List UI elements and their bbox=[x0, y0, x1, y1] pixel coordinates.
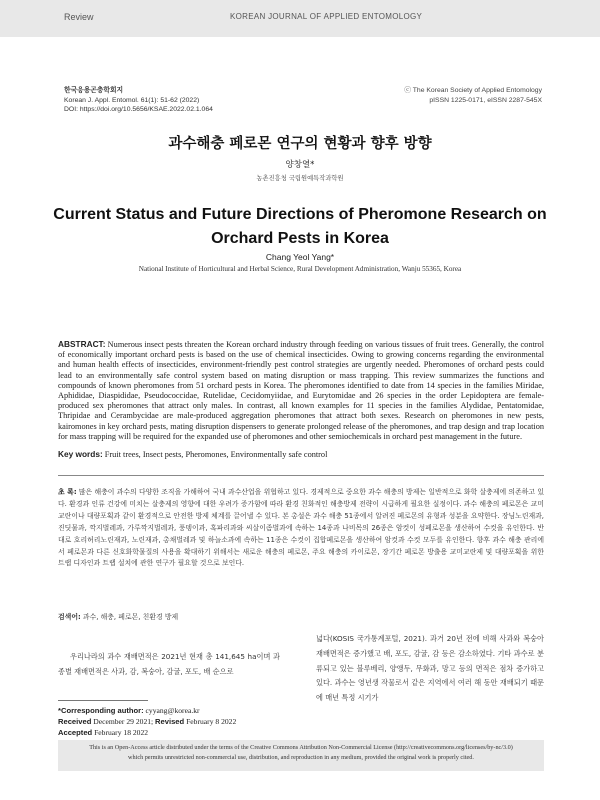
received-date: December 29 2021; bbox=[91, 717, 156, 726]
received-label: Received bbox=[58, 717, 92, 726]
keywords-label: Key words: bbox=[58, 449, 103, 459]
license-notice bbox=[58, 740, 544, 771]
keywords-english bbox=[58, 449, 544, 459]
copyright-line: ⓒ The Korean Society of Applied Entomology bbox=[404, 87, 542, 94]
author-english: Chang Yeol Yang* bbox=[265, 252, 335, 262]
article-footnote bbox=[58, 700, 280, 738]
citation-line: Korean J. Appl. Entomol. 61(1): 51-62 (2022) bbox=[64, 96, 200, 104]
affiliation-english: National Institute of Horticultural and Herbal Science, Rural Development Administration, Wanju 55365, Korea bbox=[138, 265, 462, 273]
revised-date: February 8 2022 bbox=[184, 717, 237, 726]
section-divider bbox=[58, 475, 544, 476]
abstract-text: Numerous insect pests threaten the Korean orchard industry through feeding on various tissues of fruit trees. Generally, the control of economically important orchard pests is based on the use of chemical insecticides. Owing to growing concerns regarding the environmental and human health effects of insecticides, environment-friendly pest control strategies are urgently needed. Pheromones of orchard pests could lead to an environmentally safe control system based on mating disruption or mass trapping. This review summarizes the functions and compounds of known pheromones from 51 orchard pests in Korea. The pheromones identified to date from 14 species in the families Miridae, Aphididae, Diaspididae, Pseudococcidae, Rutelidae, Cecidomyiidae, and Eurytomidae and 26 species in the order Lepidoptera are female-produced sex pheromones that attract only males. In contrast, all known examples for 11 species in the families Alydidae, Pentatomidae, Thripidae and Cerambycidae are male-produced aggregation pheromones that attract both sexes. Research on pheromones in new pests, kairomones in key orchard pests, mating disruption dispensers to generate prolonged release of the pheromones, and trap design and trap location for mass trapping will be required for the expanded use of pheromones and other semiochemicals in orchard pest management in the future. bbox=[58, 340, 544, 441]
journal-name-banner: KOREAN JOURNAL OF APPLIED ENTOMOLOGY bbox=[230, 12, 423, 21]
doi-link[interactable]: DOI: https://doi.org/10.5656/KSAE.2022.02.1.064 bbox=[64, 106, 213, 113]
abstract-label: ABSTRACT: bbox=[58, 339, 106, 349]
keywords-ko-label: 검색어: bbox=[58, 613, 81, 621]
journal-name-ko: 한국응용곤충학회지 bbox=[64, 87, 124, 94]
issn-line: pISSN 1225-0171, eISSN 2287-545X bbox=[429, 96, 542, 104]
corresponding-label: *Corresponding author: bbox=[58, 706, 144, 715]
accepted-date: February 18 2022 bbox=[92, 728, 149, 737]
journal-header-bar bbox=[0, 0, 600, 37]
license-line-1: This is an Open-Access article distributed under the terms of the Creative Commons Attribution Non-Commercial License (http://creativecommons.org/licenses/by-nc/3.0) bbox=[89, 744, 513, 751]
author-korean: 양창열* bbox=[285, 160, 315, 170]
accepted-label: Accepted bbox=[58, 728, 93, 737]
abstract-korean bbox=[58, 487, 544, 570]
body-column-right: 넓다(KOSIS 국가통계포털, 2021). 과거 20년 전에 비해 사과와 복숭아 재배면적은 증가했고 배, 포도, 감귤, 감 등은 감소하였다. 기타 과수로 분류되고 있는 블루베리, 양앵두, 무화과, 망고 등의 면적은 점차 증가하고 있다. 과수는 영년생 작물로서 같은 지역에서 여러 해 동안 재배되기 때문에 매년 특정 시기가 bbox=[316, 634, 544, 703]
keywords-text: Fruit trees, Insect pests, Pheromones, Environmentally safe control bbox=[102, 450, 328, 459]
citation-block bbox=[64, 86, 213, 115]
corresponding-email[interactable]: cyyang@korea.kr bbox=[143, 706, 200, 715]
revised-label: Revised bbox=[155, 717, 185, 726]
copyright-block bbox=[404, 86, 542, 105]
abstract-english bbox=[58, 339, 544, 442]
article-type-label: Review bbox=[64, 12, 94, 22]
title-korean: 과수해충 페로몬 연구의 현황과 향후 방향 bbox=[168, 136, 432, 152]
license-line-2: which permits unrestricted non-commercial use, distribution, and reproduction in any medium, provided the original work is properly cited. bbox=[128, 754, 474, 761]
title-english: Current Status and Future Directions of Pheromone Research on Orchard Pests in Korea bbox=[53, 206, 547, 247]
affiliation-korean: 농촌진흥청 국립원예특작과학원 bbox=[256, 175, 344, 182]
body-column-left: 우리나라의 과수 재배면적은 2021년 현재 총 141,645 ha이며 과종별 재배면적은 사과, 감, 복숭아, 감귤, 포도, 배 순으로 bbox=[58, 652, 280, 676]
footnote-divider bbox=[58, 700, 148, 701]
keywords-ko-text: 과수, 해충, 페로몬, 친환경 방제 bbox=[80, 613, 179, 621]
keywords-korean bbox=[58, 611, 544, 621]
abstract-ko-label: 초 록: bbox=[58, 488, 77, 496]
abstract-ko-text: 많은 해충이 과수의 다양한 조직을 가해하여 국내 과수산업을 위협하고 있다. 경제적으로 중요한 과수 해충의 방제는 일반적으로 화학 살충제에 의존하고 있다. 환경과 인류 건강에 미치는 살충제의 영향에 대한 우려가 증가함에 따라 환경 친화적인 해충방제 전략이 시급하게 필요한 실정이다. 과수 해충의 페로몬은 교미교란이나 대량포획과 같이 환경적으로 안전한 방제 체계를 끌어낼 수 있다. 본 총설은 과수 해충 51종에서 알려진 페로몬의 유형과 성분을 요약한다. 장님노린재과, 진딧물과, 깍지벌레과, 가루깍지벌레과, 풍뎅이과, 혹파리과와 씨살이좀벌과에 속하는 14종과 나비목의 26종은 암컷이 성페로몬을 생산하여 수컷을 유인한다. 반대로 호리허리노린재과, 노린재과, 총채벌레과 및 하늘소과에 속하는 11종은 수컷이 집합페로몬을 생산하여 암컷과 수컷 모두를 유인한다. 향후 과수 해충 관리에서 페로몬과 다른 신호화학물질의 사용을 확대하기 위해서는 새로운 해충의 페로몬, 주요 해충의 카이로몬, 장기간 페로몬 방출용 교미교란제 및 대량포획을 위한 트랩 디자인과 트랩 설치에 관한 연구가 필요할 것으로 보인다. bbox=[58, 488, 545, 568]
